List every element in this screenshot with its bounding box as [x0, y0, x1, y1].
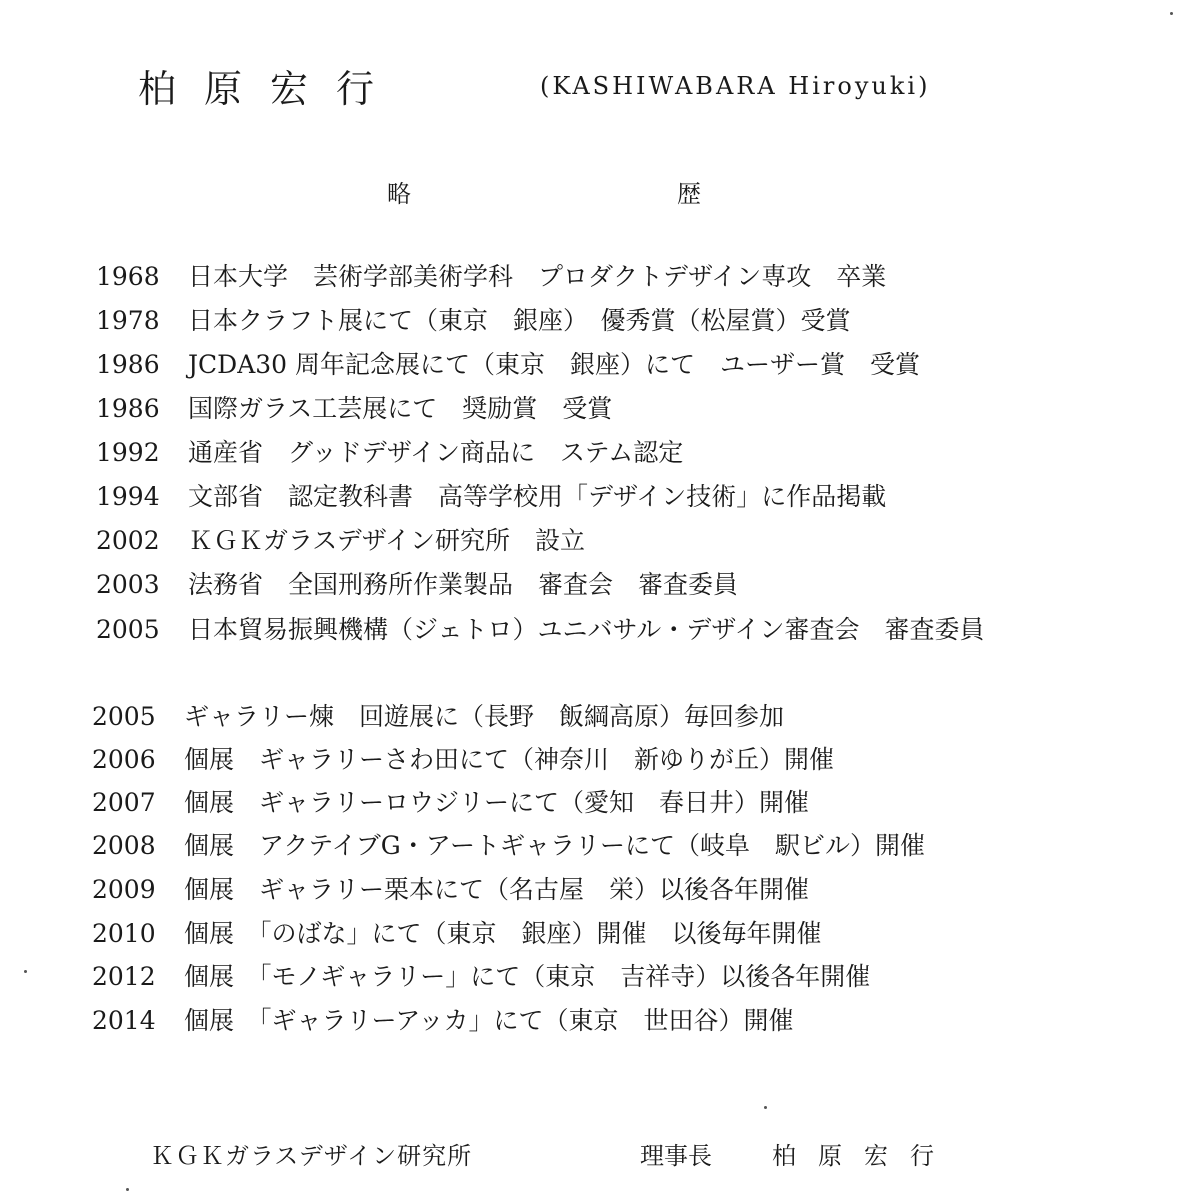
entry-text: ギャラリー煉 回遊展に（長野 飯綱高原）毎回参加 — [184, 702, 785, 731]
history-entry — [92, 870, 809, 910]
entry-text: 個展 「モノギャラリー」にて（東京 吉祥寺）以後各年開催 — [184, 962, 871, 991]
entry-text: 通産省 グッドデザイン商品に ステム認定 — [188, 438, 684, 467]
entry-year: 2012 — [92, 962, 156, 991]
entry-year: 1986 — [96, 394, 160, 423]
footer-title: 理事長 — [640, 1142, 712, 1170]
history-entry — [96, 257, 886, 297]
entry-text: 個展 「のばな」にて（東京 銀座）開催 以後毎年開催 — [184, 919, 822, 948]
heading-reki: 歴 — [677, 180, 701, 208]
entry-text: 文部省 認定教科書 高等学校用「デザイン技術」に作品掲載 — [188, 482, 887, 511]
history-entry — [96, 433, 683, 473]
entry-text: ＫＧＫガラスデザイン研究所 設立 — [188, 526, 586, 555]
entry-text: 個展 ギャラリーさわ田にて（神奈川 新ゆりが丘）開催 — [184, 745, 835, 774]
entry-year: 2010 — [92, 919, 156, 948]
entry-text: JCDA30 周年記念展にて（東京 銀座）にて ユーザー賞 受賞 — [188, 350, 921, 379]
history-entry — [92, 1001, 794, 1041]
heading-ryaku: 略 — [387, 180, 411, 208]
history-entry — [96, 301, 851, 341]
footer-name: 柏原宏行 — [772, 1142, 956, 1170]
entry-year: 2005 — [96, 615, 160, 644]
name-romanized: (KASHIWABARA Hiroyuki) — [540, 72, 931, 100]
entry-text: 個展 ギャラリー栗本にて（名古屋 栄）以後各年開催 — [184, 875, 810, 904]
scan-speck — [1170, 12, 1173, 15]
history-entry — [96, 610, 985, 650]
footer-organization: ＫＧＫガラスデザイン研究所 — [150, 1142, 473, 1170]
entry-text: 日本大学 芸術学部美術学科 プロダクトデザイン専攻 卒業 — [188, 262, 887, 291]
scan-speck — [24, 970, 27, 973]
entry-year: 2008 — [92, 831, 156, 860]
entry-year: 2003 — [96, 570, 160, 599]
entry-year: 2014 — [92, 1006, 156, 1035]
history-entry — [96, 389, 612, 429]
history-entry — [96, 345, 920, 385]
history-entry — [92, 740, 834, 780]
scan-speck — [764, 1106, 767, 1109]
entry-text: 個展 アクテイブG・アートギャラリーにて（岐阜 駅ビル）開催 — [184, 831, 925, 860]
history-entry — [92, 826, 925, 866]
entry-year: 1994 — [96, 482, 160, 511]
entry-text: 個展 ギャラリーロウジリーにて（愛知 春日井）開催 — [184, 788, 810, 817]
name-japanese: 柏原宏行 — [138, 67, 403, 111]
entry-year: 1992 — [96, 438, 160, 467]
entry-year: 1978 — [96, 306, 160, 335]
history-entry — [96, 477, 886, 517]
history-entry — [92, 914, 822, 954]
entry-year: 2007 — [92, 788, 156, 817]
entry-text: 個展 「ギャラリーアッカ」にて（東京 世田谷）開催 — [184, 1006, 794, 1035]
entry-text: 日本クラフト展にて（東京 銀座） 優秀賞（松屋賞）受賞 — [188, 306, 851, 335]
scan-speck — [126, 1188, 129, 1191]
entry-text: 法務省 全国刑務所作業製品 審査会 審査委員 — [188, 570, 739, 599]
entry-year: 2002 — [96, 526, 160, 555]
entry-year: 1986 — [96, 350, 160, 379]
entry-year: 2009 — [92, 875, 156, 904]
history-entry — [96, 521, 585, 561]
entry-text: 日本貿易振興機構（ジェトロ）ユニバサル・デザイン審査会 審査委員 — [188, 615, 985, 644]
history-entry — [92, 783, 809, 823]
entry-year: 2006 — [92, 745, 156, 774]
history-entry — [92, 957, 870, 997]
entry-text: 国際ガラス工芸展にて 奨励賞 受賞 — [188, 394, 613, 423]
entry-year: 1968 — [96, 262, 160, 291]
entry-year: 2005 — [92, 702, 156, 731]
history-entry — [92, 697, 784, 737]
history-entry — [96, 565, 738, 605]
